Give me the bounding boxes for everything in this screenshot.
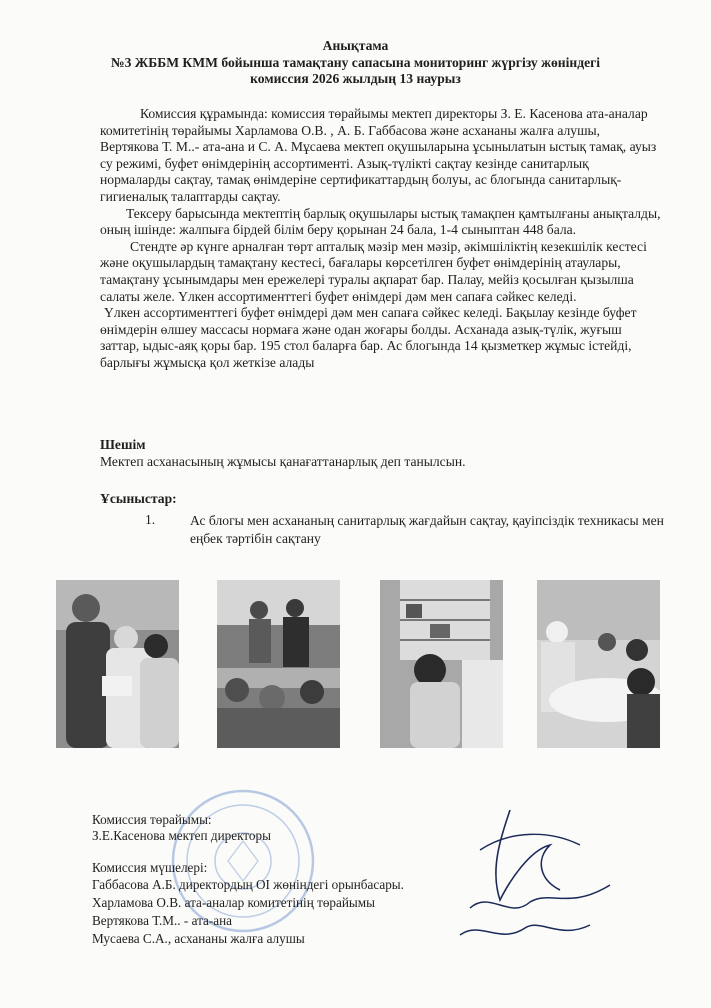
member-kharlamova: Харламова О.В. ата-аналар комитетінің төрайымы bbox=[92, 895, 375, 910]
member-gabbasova: Габбасова А.Б. директордың ОІ жөніндегі орынбасары. bbox=[92, 877, 404, 892]
doc-date-line: комиссия 2026 жылдың 13 наурыз bbox=[250, 71, 461, 86]
paragraph-commission: Комиссия құрамында: комиссия төрайымы мектеп директоры З. Е. Касенова ата-аналар комитетінің төрайымы Харламова О.В. , А. Б. Габбасова және асхананы жалға алушы, Вертякова Т. М..- ата-ана и С. А. Мұсаева мектеп оқушыларына ұсынылатын ыстық тамақ, ауыз су режимі, буфет өнімдерінің ассортименті. Азық-түлікті сақтау кезінде санитарлық нормаларды сақтау, тамақ өнімдеріне сертификаттардың болуы, ас блогында санитарлық-гигиеналық талаптарды сақтау. bbox=[100, 106, 657, 204]
photo-kitchen-storage bbox=[380, 580, 503, 748]
member-musaeva: Мусаева С.А., асхананы жалға алушы bbox=[92, 931, 305, 946]
photo-dining-hall bbox=[217, 580, 340, 748]
recommendation-number: 1. bbox=[145, 512, 156, 527]
member-vertyakova: Вертякова Т.М.. - ата-ана bbox=[92, 913, 233, 928]
doc-title: Анықтама bbox=[322, 38, 389, 53]
chair-name: З.Е.Касенова мектеп директоры bbox=[92, 828, 271, 843]
paragraph-inspection: Тексеру барысында мектептің барлық оқушылары ыстық тамақпен қамтылғаны анықталды, оның ішінде: жалпыға бірдей білім беру қорынан 24 бала, 1-4 сыныптан 448 бала. bbox=[100, 205, 661, 238]
recommendation-text: Ас блогы мен асхананың санитарлық жағдайын сақтау, қауіпсіздік техникасы мен еңбек тәртібін сақтану bbox=[190, 513, 664, 546]
members-label: Комиссия мүшелері: bbox=[92, 860, 208, 875]
photo-staff-inspection bbox=[56, 580, 179, 748]
chair-label: Комиссия төрайымы: bbox=[92, 812, 212, 827]
doc-subtitle: №3 ЖББМ КММ бойынша тамақтану сапасына мониторинг жүргізу жөніндегі bbox=[110, 54, 601, 70]
body-text bbox=[100, 106, 662, 372]
document-header bbox=[0, 38, 711, 88]
paragraph-stand: Стендте әр күнге арналған төрт апталық мәзір мен мәзір, әкімшіліктің кезекшілік кестесі және оқушылардың тамақтану кестесі, бағалары көрсетілген буфет өнімдерінің атаулары, тамақтану ұсынымдары мен ережелері туралы ақпарат бар. Палау, мейіз қосылған қызылша салаты желе. Үлкен ассортименттегі буфет өнімдері дәм мен сапаға сәйкес келеді. bbox=[100, 238, 647, 304]
decision-text: Мектеп асханасының жұмысы қанағаттанарлық деп танылсын. bbox=[100, 454, 466, 469]
paragraph-buffet: Үлкен ассортименттегі буфет өнімдері дәм мен сапаға сәйкес келеді. Бақылау кезінде буфет өнімдерін өлшеу массасы нормаға және одан жоғары болды. Асханада азық-түлік, жуғыш заттар, ыдыс-аяқ қоры бар. 195 стол баларға бар. Ас блогында 14 қызметкер жұмыс істейді, барлығы жұмысқа қол жеткізе алады bbox=[100, 305, 637, 370]
recommendations-title: Ұсыныстар: bbox=[100, 491, 177, 506]
photo-table-inspection bbox=[537, 580, 660, 748]
decision-title: Шешім bbox=[100, 437, 146, 452]
handwritten-signature bbox=[440, 790, 620, 955]
